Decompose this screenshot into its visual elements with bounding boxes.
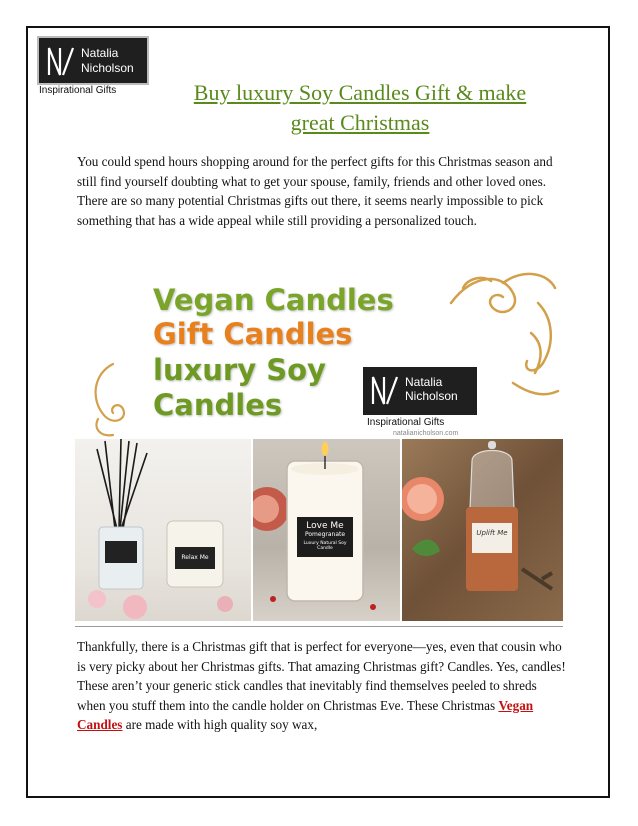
intro-paragraph: You could spend hours shopping around for the perfect gifts for this Christmas season and still find yourself doubting what to get your spouse, family, friends and other loved ones. There are so many potential Christmas gifts out there, it seems nearly impossible to pick something that has a wide appeal while still providing a personalized touch. — [77, 154, 553, 228]
banner-heading-candles: Candles — [153, 388, 283, 422]
candle-label-relax: Relax Me — [181, 554, 209, 561]
photo-love-candle — [253, 439, 400, 621]
banner-logo-name-first: Natalia — [405, 375, 443, 389]
candle-label-love-scent: Pomegranate — [304, 531, 346, 538]
page-title — [150, 78, 570, 138]
section-divider — [75, 626, 563, 627]
photo-relax-candle — [75, 439, 251, 621]
banner-logo-tagline: Inspirational Gifts — [367, 417, 445, 428]
banner-logo-name-last: Nicholson — [405, 389, 458, 403]
logo-tagline: Inspirational Gifts — [39, 85, 117, 96]
gold-swirl-icon — [83, 359, 143, 439]
banner-logo — [363, 367, 477, 415]
body-text-after-link: are made with high quality soy wax, — [122, 717, 318, 732]
candle-label-love — [297, 521, 353, 551]
banner-heading-vegan: Vegan Candles — [153, 283, 394, 317]
candle-label-love-desc: Luxury Natural Soy Candle — [303, 541, 347, 551]
body-paragraph — [77, 637, 567, 735]
photo-uplift-candle — [402, 439, 563, 621]
title-line-1: Buy luxury Soy Candles Gift & make — [193, 80, 527, 105]
candle-label-love-name: Love Me — [306, 521, 344, 531]
logo-box — [37, 36, 149, 85]
diffuser-illustration — [75, 439, 251, 621]
candle-label-uplift: Uplift Me — [476, 529, 508, 537]
logo-name-last: Nicholson — [81, 61, 134, 75]
brand-logo — [37, 36, 149, 98]
monogram-icon — [46, 45, 76, 77]
logo-name-first: Natalia — [81, 46, 119, 60]
vegan-candles-link[interactable]: Vegan Candles — [77, 697, 534, 732]
banner-image — [75, 259, 563, 621]
body-text-before-link: Thankfully, there is a Christmas gift that is perfect for everyone—yes, even that cousin who is very picky about her Christmas gifts. That amazing Christmas gift? Candles. Yes, candles! These aren’t your generic stick candles that inevitably find themselves peeled to shreds when you stuff them into the candle holder on Christmas Eve. These Christmas — [77, 639, 566, 713]
banner-url: natalianicholson.com — [393, 430, 459, 437]
banner-heading-gift: Gift Candles — [153, 317, 353, 351]
banner-heading-luxury: luxury Soy — [153, 353, 326, 387]
title-line-2: great Christmas — [290, 110, 430, 135]
monogram-icon — [370, 374, 400, 406]
